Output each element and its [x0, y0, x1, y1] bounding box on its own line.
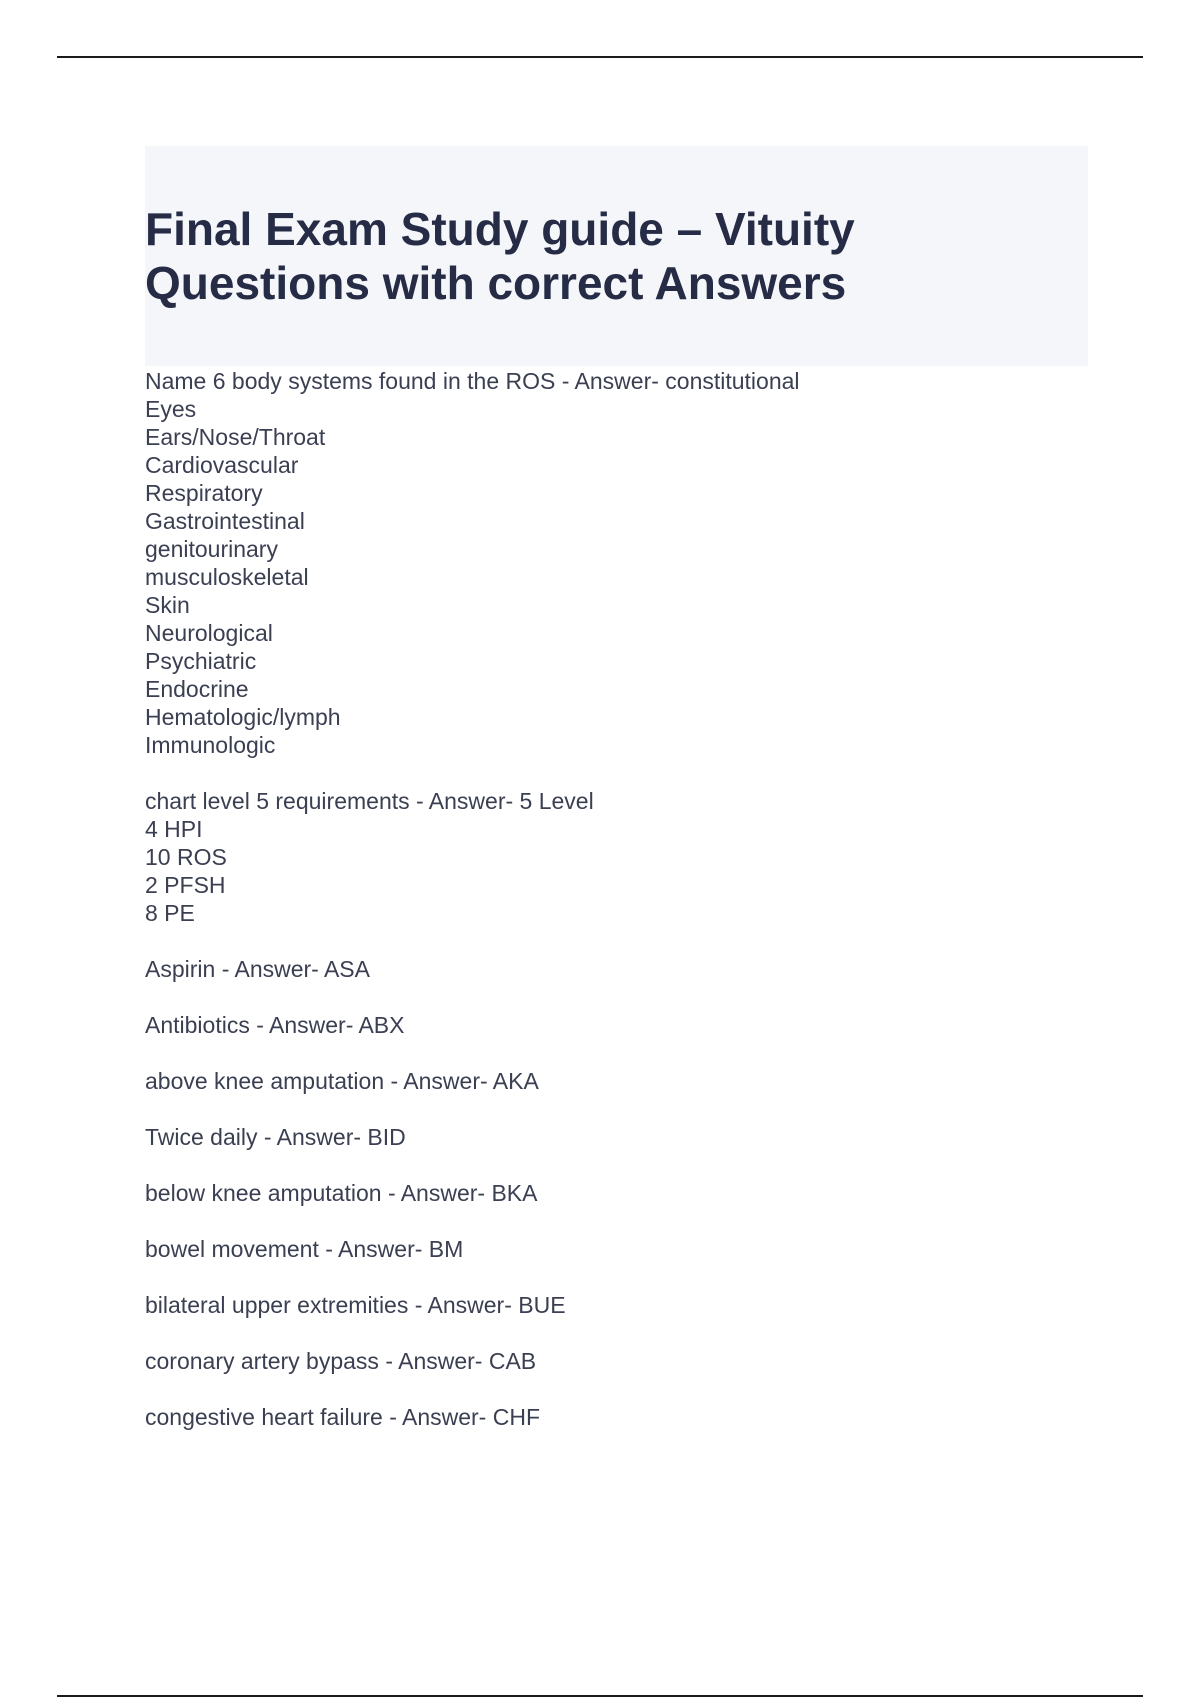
- qa-question-line: coronary artery bypass - Answer- CAB: [145, 1348, 537, 1374]
- qa-answer-line: Psychiatric: [145, 648, 257, 674]
- qa-answer-line: Eyes: [145, 396, 197, 422]
- qa-item: [145, 787, 1085, 927]
- qa-answer-line: Ears/Nose/Throat: [145, 424, 326, 450]
- qa-answer-line: Gastrointestinal: [145, 508, 305, 534]
- qa-answer-line: 8 PE: [145, 900, 195, 926]
- qa-answer-line: Cardiovascular: [145, 452, 299, 478]
- qa-answer-line: musculoskeletal: [145, 564, 309, 590]
- qa-question-line: bilateral upper extremities - Answer- BUE: [145, 1292, 566, 1318]
- qa-item: [145, 1123, 1085, 1151]
- qa-question-line: above knee amputation - Answer- AKA: [145, 1068, 539, 1094]
- document-title: [145, 202, 855, 310]
- qa-answer-line: Immunologic: [145, 732, 276, 758]
- qa-answer-line: Hematologic/lymph: [145, 704, 341, 730]
- qa-question-line: below knee amputation - Answer- BKA: [145, 1180, 538, 1206]
- qa-question-line: bowel movement - Answer- BM: [145, 1236, 464, 1262]
- qa-question-line: Name 6 body systems found in the ROS - Answer- constitutional: [145, 368, 800, 394]
- qa-list: [145, 367, 1085, 1459]
- qa-item: [145, 1403, 1085, 1431]
- qa-item: [145, 1011, 1085, 1039]
- qa-question-line: Antibiotics - Answer- ABX: [145, 1012, 405, 1038]
- qa-answer-line: Skin: [145, 592, 190, 618]
- qa-item: [145, 1067, 1085, 1095]
- qa-question-line: Aspirin - Answer- ASA: [145, 956, 370, 982]
- qa-answer-line: Endocrine: [145, 676, 249, 702]
- title-line-1: Final Exam Study guide – Vituity: [145, 203, 855, 255]
- qa-item: [145, 1179, 1085, 1207]
- bottom-rule: [57, 1695, 1143, 1697]
- qa-answer-line: 2 PFSH: [145, 872, 226, 898]
- qa-answer-line: Respiratory: [145, 480, 263, 506]
- qa-question-line: Twice daily - Answer- BID: [145, 1124, 406, 1150]
- qa-answer-line: 10 ROS: [145, 844, 227, 870]
- qa-item: [145, 1347, 1085, 1375]
- qa-item: [145, 367, 1085, 759]
- title-banner: [145, 146, 1088, 366]
- qa-answer-line: genitourinary: [145, 536, 278, 562]
- qa-item: [145, 955, 1085, 983]
- qa-answer-line: Neurological: [145, 620, 273, 646]
- qa-item: [145, 1291, 1085, 1319]
- top-rule: [57, 56, 1143, 58]
- qa-answer-line: 4 HPI: [145, 816, 203, 842]
- qa-item: [145, 1235, 1085, 1263]
- qa-question-line: chart level 5 requirements - Answer- 5 Level: [145, 788, 594, 814]
- qa-question-line: congestive heart failure - Answer- CHF: [145, 1404, 540, 1430]
- title-line-2: Questions with correct Answers: [145, 257, 847, 309]
